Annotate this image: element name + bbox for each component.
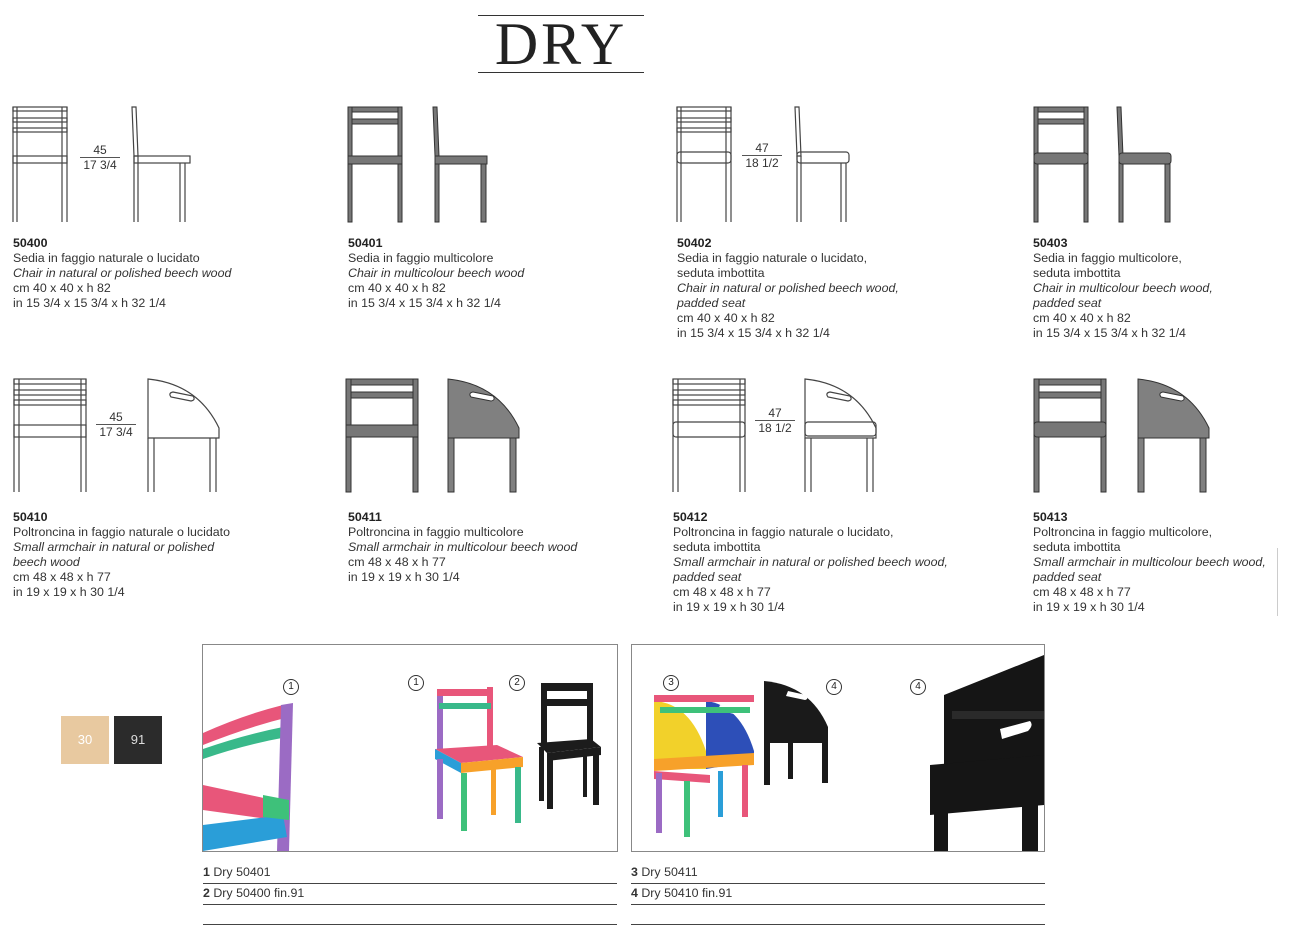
product-spec-50402: 50402 Sedia in faggio naturale o lucidato, seduta imbottita Chair in natural or polished beech wood, padded seat cm 40 x 40 x h 82 in 15 3/4 x 15 3/4 x h 32 1/4	[677, 236, 899, 340]
armchair-50410-front-drawing	[13, 378, 89, 494]
caption-rule-right	[631, 905, 1045, 925]
black-armchair-closeup-image	[930, 655, 1044, 851]
photo-panel-right	[631, 644, 1045, 852]
armchair-50413-front-drawing	[1033, 378, 1109, 494]
photo-marker: 3	[663, 675, 679, 691]
chair-50402-front-drawing	[676, 106, 736, 224]
photo-marker: 1	[283, 679, 299, 695]
caption-rule-left	[203, 905, 617, 925]
photo-marker: 4	[910, 679, 926, 695]
depth-dimension-label: 45 17 3/4	[80, 143, 120, 172]
armchair-50411-side-drawing	[443, 378, 523, 494]
armchair-50413-side-drawing	[1133, 378, 1213, 494]
chair-50403-side-drawing	[1113, 106, 1177, 224]
armchair-50412-front-drawing	[672, 378, 748, 494]
chair-50400-side-drawing	[128, 106, 192, 224]
photo-caption-3: 3 Dry 50411	[631, 864, 1045, 884]
edge-divider	[1277, 548, 1278, 616]
chair-50403-front-drawing	[1033, 106, 1093, 224]
product-spec-50400: 50400 Sedia in faggio naturale o lucidato Chair in natural or polished beech wood cm 40 x 40 x h 82 in 15 3/4 x 15 3/4 x h 32 1/4	[13, 236, 232, 310]
depth-dimension-label: 47 18 1/2	[755, 406, 795, 435]
black-chair-image	[533, 681, 603, 811]
multicolour-chair-closeup-image	[203, 645, 313, 851]
photo-caption-4: 4 Dry 50410 fin.91	[631, 885, 1045, 905]
armchair-50412-side-drawing	[800, 378, 880, 494]
product-spec-50411: 50411 Poltroncina in faggio multicolore Small armchair in multicolour beech wood cm 48 x 48 x h 77 in 19 x 19 x h 30 1/4	[348, 510, 578, 584]
title-rule-bottom	[478, 72, 644, 73]
photo-panel-left	[202, 644, 618, 852]
black-armchair-image	[760, 677, 832, 787]
multicolour-armchair-image	[650, 691, 760, 841]
photo-caption-1: 1 Dry 50401	[203, 864, 617, 884]
product-spec-50403: 50403 Sedia in faggio multicolore, seduta imbottita Chair in multicolour beech wood, padded seat cm 40 x 40 x h 82 in 15 3/4 x 15 3/4 x h 32 1/4	[1033, 236, 1213, 340]
product-spec-50401: 50401 Sedia in faggio multicolore Chair in multicolour beech wood cm 40 x 40 x h 82 in 15 3/4 x 15 3/4 x h 32 1/4	[348, 236, 525, 310]
page-title: DRY	[494, 11, 628, 77]
depth-dimension-label: 45 17 3/4	[96, 410, 136, 439]
product-spec-50412: 50412 Poltroncina in faggio naturale o lucidato, seduta imbottita Small armchair in natural or polished beech wood, padded seat cm 48 x 48 x h 77 in 19 x 19 x h 30 1/4	[673, 510, 948, 614]
depth-dimension-label: 47 18 1/2	[742, 141, 782, 170]
armchair-50411-front-drawing	[345, 378, 421, 494]
finish-swatch-91: 91	[114, 716, 162, 764]
photo-marker: 4	[826, 679, 842, 695]
photo-marker: 2	[509, 675, 525, 691]
product-spec-50410: 50410 Poltroncina in faggio naturale o lucidato Small armchair in natural or polished beech wood cm 48 x 48 x h 77 in 19 x 19 x h 30 1/4	[13, 510, 230, 599]
chair-50401-front-drawing	[347, 106, 407, 224]
photo-caption-2: 2 Dry 50400 fin.91	[203, 885, 617, 905]
chair-50400-front-drawing	[12, 106, 72, 224]
product-spec-50413: 50413 Poltroncina in faggio multicolore, seduta imbottita Small armchair in multicolour beech wood, padded seat cm 48 x 48 x h 77 in 19 x 19 x h 30 1/4	[1033, 510, 1266, 614]
finish-swatch-30: 30	[61, 716, 109, 764]
photo-marker: 1	[408, 675, 424, 691]
multicolour-chair-image	[427, 685, 527, 835]
armchair-50410-side-drawing	[143, 378, 223, 494]
chair-50402-side-drawing	[791, 106, 855, 224]
chair-50401-side-drawing	[429, 106, 493, 224]
